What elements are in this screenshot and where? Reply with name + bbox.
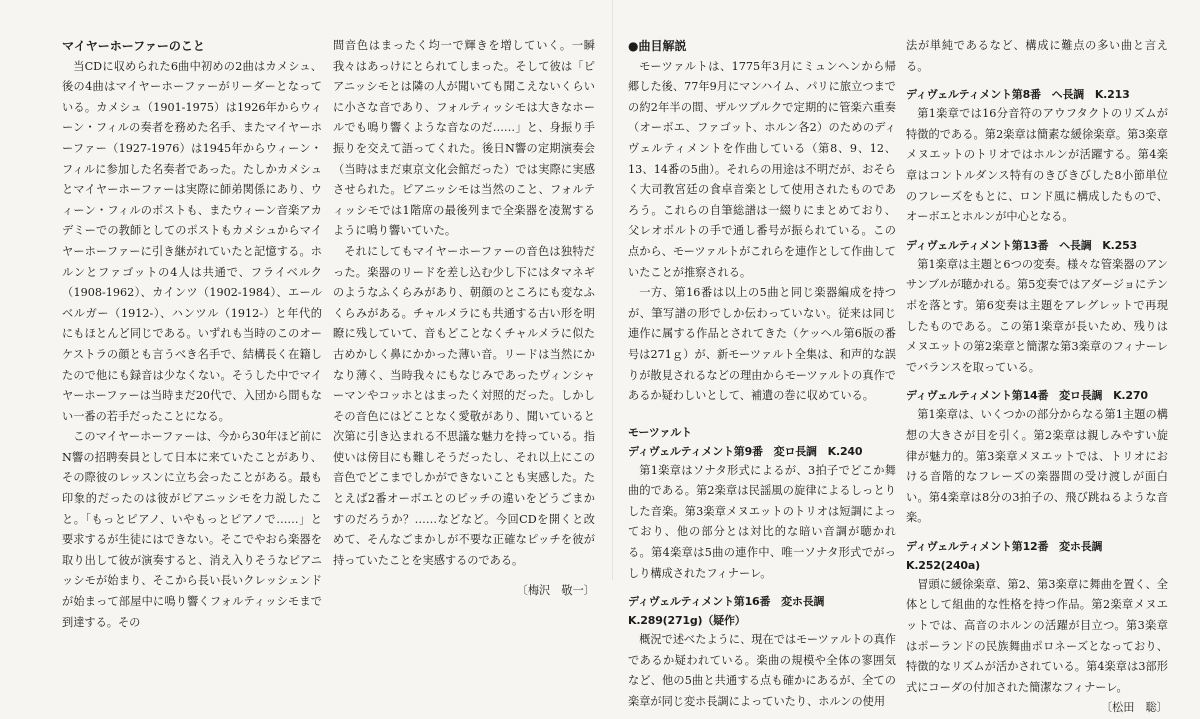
intro-paragraph-1: モーツァルトは、1775年3月にミュンヘンから帰郷した後、77年9月にマンハイム、パリに旅立つまでの約2年半の間、ザルツブルクで定期的に管楽六重奏（オーボエ、ファゴット、ホルン各2）のためのディヴェルティメントを作曲している（第8、9、12、13、14番の5曲）。それらの用途は不明だが、おそらく大司教宮廷の食卓音楽として使用されたものであろう。これらの自筆総譜は一綴りにまとめており、父レオポルトの手で通し番号が振られている。この点から、モーツァルトがこれらを連作として作曲していたことが推察される。 bbox=[628, 59, 896, 279]
column-4 bbox=[906, 36, 1168, 719]
column-2 bbox=[333, 36, 595, 602]
work-title-k289: ディヴェルティメント第16番 変ホ長調 K.289(271g)（疑作） bbox=[628, 595, 836, 628]
essay-signature: 〔梅沢 敬一〕 bbox=[516, 584, 595, 598]
work-text-k270: 第1楽章は、いくつかの部分からなる第1主題の構想の大きさが目を引く。第2楽章は親しみやすい旋律が魅力的。第3楽章メヌエットでは、トリオにおける音階的なフレーズの楽器間の受け渡しが面白い。第4楽章は8分の3拍子の、飛び跳ねるような音楽。 bbox=[906, 408, 1168, 525]
column-3 bbox=[628, 36, 896, 713]
page-fold bbox=[612, 0, 613, 580]
intro-paragraph-2: 一方、第16番は以上の5曲と同じ楽器編成を持つが、筆写譜の形でしか伝わっていない。従来は同じ連作に属する作品とされてきた（ケッヘル第6版の番号は271ｇ）が、新モーツァルト全集は、和声的な誤りが散見されるなどの理由からモーツァルトの真作であるか疑わしいとして、補遺の巻に収めている。 bbox=[628, 286, 896, 403]
essay-title: マイヤーホーファーのこと bbox=[62, 39, 205, 53]
work-text-k289: 概況で述べたように、現在ではモーツァルトの真作であるか疑われている。楽曲の規模や全体の寥囲気など、他の5曲と共通する点も確かにあるが、全ての楽章が同じ変ホ長調によっていたり、ホルンの使用 bbox=[628, 633, 896, 709]
work-text-k289-cont: 法が単純であるなど、構成に難点の多い曲と言える。 bbox=[906, 39, 1168, 73]
work-text-k252: 冒頭に緩徐楽章、第2、第3楽章に舞曲を置く、全体として組曲的な性格を持つ作品。第2楽章メヌエットでは、高音のホルンの活躍が目立つ。第3楽章はポーランドの民族舞曲ポロネーズとなっており、特徴的なリズムが活かされている。第4楽章は3部形式にコーダの付加された簡潔なフィナーレ。 bbox=[906, 577, 1168, 694]
essay-paragraph-3: 間音色はまったく均一で輝きを増していく。一瞬我々はあっけにとられてしまった。そして彼は「ピアニッシモとは隣の人が聞いても聞こえないくらいに小さな音であり、フォルティッシモは大きなホールでも鳴り響くような音なのだ……」と、身振り手振りを交えて語ってくれた。後日N響の定期演奏会（当時はまだ東京文化会館だった）では実際に実感させられた。ピアニッシモは当然のこと、フォルティッシモでは1階席の最後列まで全楽器を凌駕するように鳴り響いていた。 bbox=[333, 39, 595, 238]
work-title-k252: ディヴェルティメント第12番 変ホ長調 K.252(240a) bbox=[906, 539, 1114, 572]
work-title-k213: ディヴェルティメント第8番 ヘ長調 K.213 bbox=[906, 88, 1130, 102]
composer-heading: モーツァルト bbox=[628, 425, 692, 439]
work-text-k240: 第1楽章はソナタ形式によるが、3拍子でどこか舞曲的である。第2楽章は民謡風の旋律によるしっとりした音楽。第3楽章メヌエットのトリオは短調によっており、他の部分とは対比的な暗い音調が聴かれる。第4楽章は5曲の連作中、唯一ソナタ形式でがっしり構成されたフィナーレ。 bbox=[628, 463, 896, 580]
essay-paragraph-2: このマイヤーホーファーは、今から30年ほど前にN響の招聘奏員として日本に来ていたことがあり、その際彼のレッスンに立ち会ったことがある。最も印象的だったのは彼がピアニッシモを力説したこと。「もっとピアノ、いやもっとピアノで……」と要求するが生徒にはできない。そこでやおら楽器を取り出して彼が演奏すると、消え入りそうなピアニッシモが始まり、そこから長い長いクレッシェンドが始まって部屋中に鳴り響くフォルティッシモまで到達する。その bbox=[62, 430, 322, 629]
essay-paragraph-1: 当CDに収められた6曲中初めの2曲はカメシュ、後の4曲はマイヤーホーファーがリーダーとなっている。カメシュ（1901-1975）は1926年からウィーン・フィルの奏者を務めた名手、またマイヤーホーファー（1927-1976）は1945年からウィーン・フィルに参加した名奏者であった。たしかカメシュとマイヤーホーファーは実際に師弟関係にあり、ウィーン・フィルのポストも、またウィーン音楽アカデミーでの教師としてのポストもカメシュからマイヤーホーファーに引き継がれていたと記憶する。ホルンとファゴットの4人は共通で、フライベルク（1908-1962）、カインツ（1902-1984）、エールベルガー（1912-）、ハンツル（1912-）と年代的にもほとんど同じである。いずれも当時のこのオーケストラの顔とも言うべき名手で、結構長く在籍したので他にも録音は少なくない。そうした中でマイヤーホーファーは当時まだ20代で、入団から間もない一番の若手だったことになる。 bbox=[62, 59, 322, 423]
work-text-k213: 第1楽章では16分音符のアウフタクトのリズムが特徴的である。第2楽章は簡素な緩徐楽章。第3楽章メヌエットのトリオではホルンが活躍する。第4楽章はコントルダンス特有のきびきびした8小節単位のフレーズをもとに、ロンド風に構成したもので、オーボエとホルンが中心となる。 bbox=[906, 107, 1168, 224]
work-title-k240: ディヴェルティメント第9番 変ロ長調 K.240 bbox=[628, 444, 863, 458]
program-notes-title: ●曲目解説 bbox=[628, 39, 687, 53]
column-1 bbox=[62, 36, 322, 633]
essay-paragraph-4: それにしてもマイヤーホーファーの音色は独特だった。楽器のリードを差し込む少し下にはタマネギのようなふくらみがあり、朝顔のところにも変なふくらみがある。チャルメラにも共通する古い形を明瞭に残していて、音もどことなくチャルメラに似た古めかしく鼻にかかった薄い音。リードは当然にかなり薄く、当時我々にもなじみであったヴィンシャーマンやコッホとはまったく対照的だった。しかしその音色にはどことなく愛敬があり、聞いていると次第に引き込まれる不思議な魅力を持っている。指使いは傍目にも難しそうだったし、それ以上にこの音色でどこまでしかができないことも実感した。たとえば2番オーボエとのピッチの違いをどうごまかすのだろうか？……などなど。今回CDを開くと改めて、そんなごまかしが不要な正確なピッチを彼が持っていたことを実感するのである。 bbox=[333, 244, 595, 567]
notes-signature: 〔松田 聡〕 bbox=[1100, 701, 1168, 715]
work-title-k253: ディヴェルティメント第13番 ヘ長調 K.253 bbox=[906, 238, 1137, 252]
work-text-k253: 第1楽章は主題と6つの変奏。様々な管楽器のアンサンブルが聴かれる。第5変奏ではアダージョにテンポを落とす。第6変奏は主題をアレグレットで再現したものである。この第1楽章が長いため、残りはメヌエットの第2楽章と簡潔な第3楽章のフィナーレでバランスを取っている。 bbox=[906, 257, 1168, 374]
work-title-k270: ディヴェルティメント第14番 変ロ長調 K.270 bbox=[906, 389, 1148, 403]
